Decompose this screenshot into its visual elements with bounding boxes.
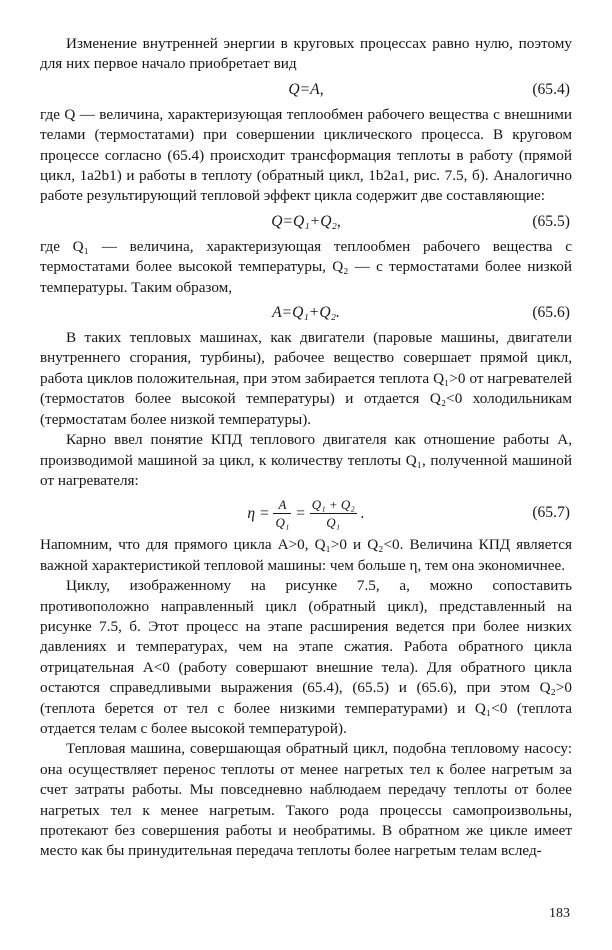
equation-65-4-number: (65.4) — [532, 80, 570, 98]
efficiency-lhs: η = — [247, 504, 270, 522]
equation-65-5-body: Q=Q₁+Q₂, — [271, 212, 341, 230]
equation-65-5-number: (65.5) — [532, 212, 570, 230]
paragraph-intro: Изменение внутренней энергии в круговых процессах равно нулю, поэтому для них первое начало приобретает вид — [40, 35, 572, 73]
paragraph-q-definition: где Q — величина, характеризующая теплообмен рабочего вещества с внешними телами (термостатами) при совершении циклического процесса. В круговом процессе согласно (65.4) происходит трансформация теплоты в работу (прямой цикл, 1a2b1) и работы в теплоту (обратный цикл, 1b2a1, рис. 7.5, б). Аналогично работе результирующий тепловой эффект цикла содержит две составляющие: — [40, 105, 572, 205]
paragraph-reverse-cycle: Циклу, изображенному на рисунке 7.5, а, можно сопоставить противоположно направленный цикл (обратный цикл), представленный на рисунке 7.5, б. Этот процесс на этапе расширения ведется при более низких давлениях и температурах, чем на этапе сжатия. Работа обратного цикла отрицательная A<0 (работу совершают внешние тела). Для обратного цикла остаются справедливыми выражения (65.4), (65.5) и (65.6), при этом Q₂>0 (теплота берется от тел с более низкими температурами) и Q₁<0 (теплота отдается телам с более высокой температурой). — [40, 577, 572, 737]
fraction-a-denominator: Q₁ — [275, 515, 290, 531]
equation-65-6-body: A=Q₁+Q₂. — [272, 304, 340, 322]
paragraph-carnot: Карно ввел понятие КПД теплового двигателя как отношение работы A, производимой машиной за цикл, к количеству теплоты Q₁, полученной машиной от нагревателя: — [40, 431, 572, 489]
fraction-sum-over-q1 — [310, 496, 357, 531]
equation-65-6-number: (65.6) — [532, 304, 570, 322]
equation-65-5 — [40, 207, 572, 237]
equation-65-6 — [40, 298, 572, 328]
page-number: 183 — [549, 906, 570, 921]
efficiency-period: . — [360, 504, 365, 522]
paragraph-heat-engines: В таких тепловых машинах, как двигатели (паровые машины, двигатели внутреннего сгорания, турбины), рабочее вещество совершает прямой цикл, работа циклов положительная, при этом забирается теплота Q₁>0 от нагревателей (термостатов более высокой температуры) и отдается Q₂<0 холодильникам (термостатам более низкой температуры). — [40, 329, 572, 428]
equation-65-7-number: (65.7) — [532, 504, 570, 522]
paragraph-heat-pump: Тепловая машина, совершающая обратный цикл, подобна тепловому насосу: она осуществляет перенос теплоты от менее нагретых тел к более нагретым за счет затраты работы. Мы повседневно наблюдаем передачу теплоты от более нагретых тел к менее нагретым. Такого рода процессы самопроизвольны, протекают без совершения работы и необратимы. В обратном же цикле имеет место как бы принудительная передача теплоты более нагретым телам вслед- — [40, 740, 572, 860]
efficiency-equals: = — [295, 504, 306, 522]
equation-65-7 — [40, 491, 572, 535]
equation-65-4 — [40, 75, 572, 105]
equation-65-4-body: Q=A, — [288, 80, 324, 98]
fraction-a-over-q1 — [273, 496, 291, 531]
fraction-sum-numerator: Q₁ + Q₂ — [311, 497, 355, 513]
paragraph-q1-definition: где Q₁ — величина, характеризующая теплообмен рабочего вещества с термостатами более высокой температуры, Q₂ — с термостатами более низкой температуры. Таким образом, — [40, 237, 572, 296]
paragraph-reminder: Напомним, что для прямого цикла A>0, Q₁>0 и Q₂<0. Величина КПД является важной характеристикой тепловой машины: чем больше η, тем она экономичнее. — [40, 536, 572, 574]
fraction-a-numerator: A — [273, 496, 291, 514]
fraction-sum-denominator: Q₁ — [326, 515, 341, 531]
